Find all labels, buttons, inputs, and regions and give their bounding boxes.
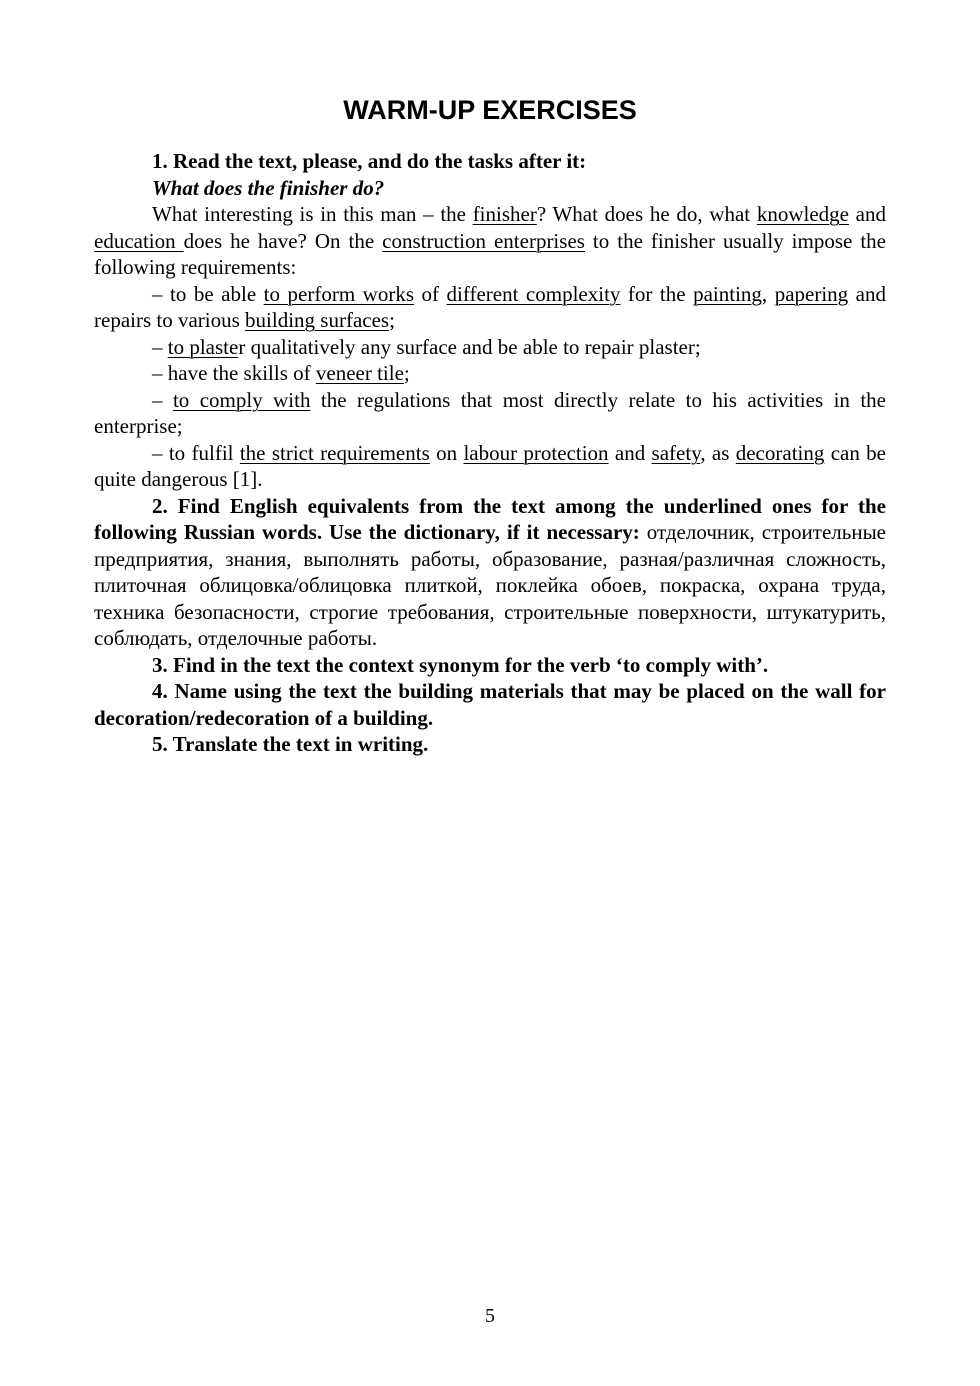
text-run: – to be able xyxy=(152,281,264,306)
text-run: – have the skills of xyxy=(152,361,316,385)
task-1-heading-text: 1. Read the text, please, and do the tasks after it: xyxy=(152,149,587,173)
text-run: – xyxy=(152,334,168,359)
underlined-term-to-comply-with: to comply with xyxy=(172,387,311,412)
text-run: ; xyxy=(403,361,410,385)
text-run: does he have? On the xyxy=(183,228,383,253)
underlined-term-education: education xyxy=(94,228,184,253)
document-body xyxy=(94,148,886,758)
text-run: – to fulfil xyxy=(152,440,240,465)
text-run: the regulations that most directly relate to his activities in the enterprise; xyxy=(94,387,886,438)
text-run: and xyxy=(848,202,887,226)
task-1-subheading-text: What does the finisher do? xyxy=(152,175,385,200)
text-run: r qualitatively any surface and be able to repair plaster; xyxy=(238,334,701,359)
underlined-term-building-surfaces: building surfaces xyxy=(245,308,390,332)
underlined-term-strict-requirements: the strict requirements xyxy=(239,440,430,465)
requirement-item-1 xyxy=(94,281,886,334)
task-5 xyxy=(94,731,886,758)
intro-paragraph xyxy=(94,201,886,281)
task-1-heading xyxy=(94,148,886,175)
underlined-term-decorating: decorating xyxy=(735,440,825,465)
text-run: and xyxy=(608,440,652,465)
underlined-term-different-complexity: different complexity xyxy=(446,281,621,306)
requirement-item-4 xyxy=(94,387,886,440)
task-4-text: 4. Name using the text the building materials that may be placed on the wall for decoration/redecoration of a building. xyxy=(94,679,886,730)
underlined-term-finisher: finisher xyxy=(472,202,537,226)
text-run: and repairs to various xyxy=(94,281,887,332)
underlined-term-construction-enterprises: construction enterprises xyxy=(382,228,585,253)
requirement-item-5 xyxy=(94,440,886,493)
page-title: WARM-UP EXERCISES xyxy=(343,95,637,125)
underlined-term-painting: painting xyxy=(693,281,762,306)
underlined-term-safety: safety xyxy=(651,440,701,465)
text-run: to the finisher usually impose the following requirements: xyxy=(94,228,886,279)
text-run: , as xyxy=(700,440,736,465)
underlined-term-to-plaster: to plaste xyxy=(167,334,239,359)
task-1-subheading xyxy=(94,175,886,202)
text-run: for the xyxy=(620,281,694,306)
requirement-item-2 xyxy=(94,334,886,361)
text-run: , xyxy=(761,281,775,306)
task-2 xyxy=(94,493,886,652)
task-3 xyxy=(94,652,886,679)
task-4 xyxy=(94,678,886,731)
underlined-term-knowledge: knowledge xyxy=(756,202,849,226)
text-run: ; xyxy=(389,308,395,332)
text-run: on xyxy=(429,440,464,465)
underlined-term-labour-protection: labour protection xyxy=(463,440,609,465)
task-5-text: 5. Translate the text in writing. xyxy=(152,732,429,756)
task-2-russian-words: отделочник, строительные предприятия, знания, выполнять работы, образование, разная/различная сложность, плиточная облицовка/облицовка плиткой, поклейка обоев, покраска, охрана труда, техника безопасности, строгие требования, строительные поверхности, штукатурить, соблюдать, отделочные работы. xyxy=(94,520,886,650)
underlined-term-veneer-tile: veneer tile xyxy=(315,361,404,385)
text-run: ? What does he do, what xyxy=(536,202,757,226)
text-run: – xyxy=(152,387,173,412)
task-3-text: 3. Find in the text the context synonym for the verb ‘to comply with’. xyxy=(152,652,769,677)
text-run: of xyxy=(414,281,447,306)
task-2-heading: 2. Find English equivalents from the text among the underlined ones for the following Russian words. Use the dictionary, if it necessary: xyxy=(94,493,886,544)
requirement-item-3 xyxy=(94,360,886,387)
underlined-term-papering: papering xyxy=(774,281,849,306)
text-run: can be quite dangerous [1]. xyxy=(94,440,886,491)
underlined-term-perform-works: to perform works xyxy=(263,281,414,306)
text-run: What interesting is in this man – the xyxy=(152,202,473,226)
page-number: 5 xyxy=(485,1305,495,1327)
